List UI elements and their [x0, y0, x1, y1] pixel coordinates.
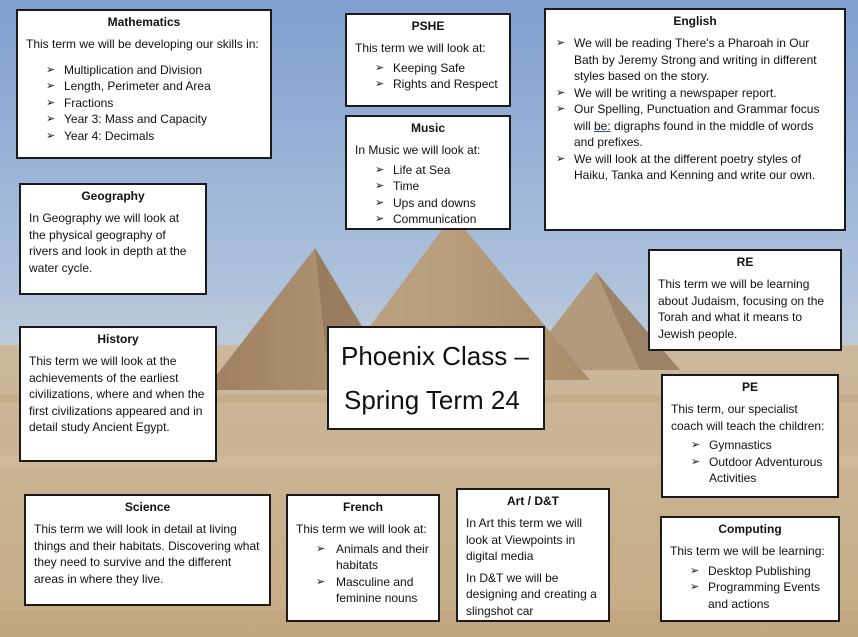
list-item: ➢ Programming Events and actions: [670, 579, 830, 612]
art-dt-heading: Art / D&T: [507, 494, 559, 508]
english-item3-before: Our Spelling, Punctuation and Grammar focus will: [574, 102, 820, 133]
geography-text: In Geography we will look at the physical geography of rivers and look in depth at the water cycle.: [29, 211, 187, 275]
music-intro: In Music we will look at:: [355, 143, 481, 157]
re-heading: RE: [736, 255, 754, 269]
music-panel: [345, 115, 511, 230]
music-heading: Music: [410, 121, 445, 135]
history-panel: [19, 326, 217, 462]
list-item: ➢ Keeping Safe: [355, 60, 501, 77]
list-item: ➢ Year 4: Decimals: [26, 128, 262, 145]
french-heading: French: [342, 500, 383, 514]
geography-panel: [19, 183, 207, 295]
english-item3-underlined: be:: [594, 118, 611, 133]
pshe-intro: This term we will look at:: [355, 41, 486, 55]
list-item: ➢ Communication: [355, 211, 501, 228]
re-panel: [648, 249, 842, 351]
re-text: This term we will be learning about Judaism, focusing on the Torah and what it means to Jewish people.: [658, 277, 825, 341]
french-panel: [286, 494, 440, 622]
list-item: [554, 101, 836, 151]
list-item: ➢ Outdoor Adventurous Activities: [671, 454, 829, 487]
english-panel: [544, 8, 846, 231]
list-item: ➢ Life at Sea: [355, 162, 501, 179]
computing-panel: [660, 516, 840, 622]
pe-heading: PE: [741, 380, 758, 394]
history-heading: History: [97, 332, 139, 346]
list-item: ➢ Ups and downs: [355, 195, 501, 212]
science-heading: Science: [124, 500, 171, 514]
history-text: This term we will look at the achievements of the earliest civilizations, where and when the first civilizations appeared and in detail study Ancient Egypt.: [29, 354, 205, 434]
list-item: ➢ Rights and Respect: [355, 76, 501, 93]
list-item: ➢ Gymnastics: [671, 437, 829, 454]
english-list: [554, 35, 836, 184]
art-dt-panel: [456, 488, 610, 622]
science-panel: [24, 494, 271, 606]
list-item: ➢ Animals and their habitats: [296, 541, 430, 574]
mathematics-intro: This term we will be developing our skills in:: [26, 37, 259, 51]
pe-panel: [661, 374, 839, 498]
list-item: ➢ Desktop Publishing: [670, 563, 830, 580]
art-text: In Art this term we will look at Viewpoints in digital media: [466, 516, 583, 563]
english-heading: English: [673, 14, 717, 28]
pshe-list: [355, 60, 501, 93]
pe-intro: This term, our specialist coach will teach the children:: [671, 402, 825, 433]
list-item: ➢ Multiplication and Division: [26, 62, 262, 79]
mathematics-panel: [16, 9, 272, 159]
page-title: [327, 326, 545, 430]
mathematics-list: [26, 62, 262, 145]
geography-heading: Geography: [81, 189, 145, 203]
list-item: ➢ We will be writing a newspaper report.: [554, 85, 836, 102]
title-line-2: Spring Term 24: [344, 385, 520, 415]
list-item: ➢ Time: [355, 178, 501, 195]
pshe-heading: PSHE: [411, 19, 445, 33]
mathematics-heading: Mathematics: [107, 15, 181, 29]
computing-intro: This term we will be learning:: [670, 544, 825, 558]
list-item: ➢ Masculine and feminine nouns: [296, 574, 430, 607]
english-item3-after: digraphs found in the middle of words and prefixes.: [574, 118, 814, 149]
computing-list: [670, 563, 830, 613]
science-text: This term we will look in detail at living things and their habitats. Discovering what they need to survive and the different areas in where they live.: [34, 522, 260, 586]
music-list: [355, 162, 501, 228]
list-item: ➢ We will look at the different poetry styles of Haiku, Tanka and Kenning and write our own.: [554, 151, 836, 184]
french-intro: This term we will look at:: [296, 522, 427, 536]
pshe-panel: [345, 13, 511, 107]
dt-text: In D&T we will be designing and creating a slingshot car: [466, 570, 597, 618]
list-item: ➢ Length, Perimeter and Area: [26, 78, 262, 95]
title-line-1: Phoenix Class –: [341, 341, 529, 371]
list-item: ➢ We will be reading There's a Pharoah in Our Bath by Jeremy Strong and writing in different styles based on the story.: [554, 35, 836, 85]
french-list: [296, 541, 430, 607]
list-item: ➢ Fractions: [26, 95, 262, 112]
pe-list: [671, 437, 829, 487]
list-item: ➢ Year 3: Mass and Capacity: [26, 111, 262, 128]
computing-heading: Computing: [718, 522, 782, 536]
